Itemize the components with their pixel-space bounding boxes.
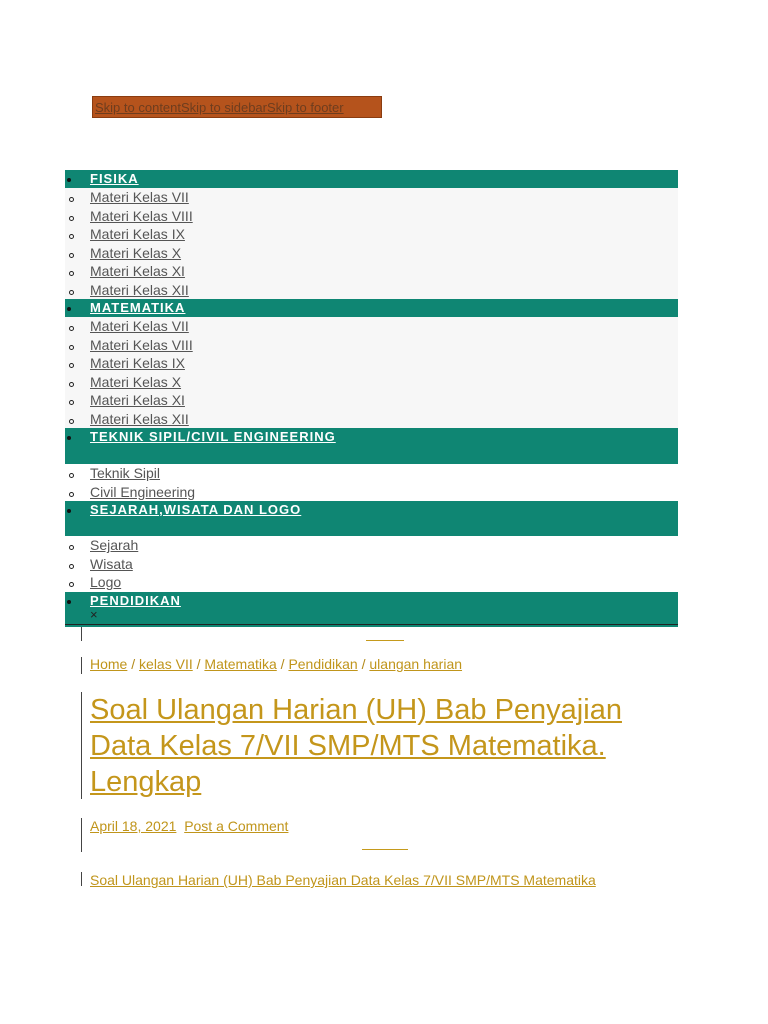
- menu-item-link[interactable]: Materi Kelas XII: [90, 410, 189, 427]
- post-date-link[interactable]: April 18, 2021: [90, 818, 177, 834]
- menu-item[interactable]: [65, 391, 678, 410]
- menu-item[interactable]: [65, 555, 678, 574]
- menu-category-matematika[interactable]: [65, 299, 678, 317]
- menu-item-link[interactable]: Materi Kelas VIII: [90, 207, 193, 224]
- menu-category-label[interactable]: PENDIDIKAN: [90, 592, 181, 608]
- menu-item-link[interactable]: Teknik Sipil: [90, 465, 161, 481]
- submenu-sejarah: [65, 536, 678, 592]
- submenu-fisika: [65, 188, 678, 299]
- menu-item[interactable]: [65, 573, 678, 592]
- menu-item[interactable]: [65, 244, 678, 263]
- skip-links-bar: [92, 96, 382, 118]
- left-border: [81, 627, 82, 641]
- menu-item-link[interactable]: Wisata: [90, 555, 133, 572]
- menu-item-link[interactable]: Materi Kelas X: [90, 373, 182, 390]
- breadcrumb-pendidikan[interactable]: Pendidikan: [288, 656, 358, 672]
- menu-category-sejarah[interactable]: [65, 501, 678, 536]
- left-border: [81, 657, 82, 674]
- menu-category-label[interactable]: MATEMATIKA: [90, 300, 186, 315]
- menu-item[interactable]: [65, 188, 678, 207]
- menu-item-link[interactable]: Materi Kelas XI: [90, 263, 185, 279]
- menu-item[interactable]: [65, 464, 678, 483]
- menu-item-link[interactable]: Materi Kelas IX: [90, 226, 185, 242]
- menu-item[interactable]: [65, 317, 678, 336]
- breadcrumb-separator: /: [127, 656, 140, 672]
- breadcrumb: [90, 656, 462, 672]
- breadcrumb-matematika[interactable]: Matematika: [204, 656, 277, 672]
- menu-item-link[interactable]: Materi Kelas X: [90, 244, 182, 261]
- menu-item-link[interactable]: Materi Kelas VII: [90, 189, 189, 205]
- menu-item[interactable]: [65, 483, 678, 502]
- breadcrumb-separator: /: [192, 656, 205, 672]
- skip-to-footer-link[interactable]: Skip to footer: [267, 99, 344, 115]
- menu-item-link[interactable]: Logo: [90, 574, 122, 590]
- menu-category-fisika[interactable]: [65, 170, 678, 188]
- breadcrumb-separator: /: [276, 656, 289, 672]
- breadcrumb-kelas-vii[interactable]: kelas VII: [139, 656, 193, 672]
- menu-category-label[interactable]: SEJARAH,WISATA DAN LOGO: [90, 502, 302, 517]
- post-excerpt-link[interactable]: Soal Ulangan Harian (UH) Bab Penyajian Data Kelas 7/VII SMP/MTS Matematika: [90, 872, 596, 888]
- menu-item-link[interactable]: Civil Engineering: [90, 483, 196, 500]
- skip-to-sidebar-link[interactable]: Skip to sidebar: [181, 99, 267, 115]
- separator-line: [366, 640, 404, 641]
- breadcrumb-ulangan-harian[interactable]: ulangan harian: [369, 656, 463, 672]
- separator-line: [362, 849, 408, 850]
- post-excerpt: [90, 872, 596, 888]
- post-comment-link[interactable]: Post a Comment: [184, 818, 289, 834]
- left-border: [81, 818, 82, 852]
- menu-item[interactable]: [65, 207, 678, 226]
- menu-item-link[interactable]: Materi Kelas VIII: [90, 336, 193, 353]
- submenu-matematika: [65, 317, 678, 428]
- main-menu: [65, 170, 678, 627]
- menu-item[interactable]: [65, 354, 678, 373]
- menu-category-label[interactable]: FISIKA: [90, 171, 139, 186]
- menu-item[interactable]: [65, 281, 678, 300]
- breadcrumb-separator: /: [357, 656, 370, 672]
- post-title-link[interactable]: Soal Ulangan Harian (UH) Bab Penyajian Data Kelas 7/VII SMP/MTS Matematika. Lengkap: [90, 694, 622, 798]
- breadcrumb-home[interactable]: Home: [90, 656, 128, 672]
- menu-item[interactable]: [65, 536, 678, 555]
- menu-category-teknik-sipil[interactable]: [65, 428, 678, 464]
- menu-item-link[interactable]: Materi Kelas IX: [90, 355, 185, 371]
- menu-item[interactable]: [65, 336, 678, 355]
- menu-item[interactable]: [65, 410, 678, 429]
- menu-item-link[interactable]: Materi Kelas VII: [90, 318, 189, 334]
- skip-to-content-link[interactable]: Skip to content: [95, 99, 181, 115]
- menu-item[interactable]: [65, 262, 678, 281]
- menu-category-label[interactable]: TEKNIK SIPIL/CIVIL ENGINEERING: [90, 429, 336, 444]
- post-meta: [90, 818, 288, 834]
- menu-item-link[interactable]: Sejarah: [90, 537, 139, 553]
- menu-item-link[interactable]: Materi Kelas XI: [90, 392, 185, 408]
- submenu-teknik-sipil: [65, 464, 678, 501]
- post-title: [90, 692, 690, 800]
- left-border: [81, 872, 82, 886]
- menu-item[interactable]: [65, 373, 678, 392]
- menu-category-pendidikan[interactable]: [65, 592, 678, 627]
- left-border: [81, 692, 82, 799]
- menu-item[interactable]: [65, 225, 678, 244]
- menu-divider: [65, 624, 678, 625]
- menu-item-link[interactable]: Materi Kelas XII: [90, 281, 189, 298]
- close-icon[interactable]: ×: [90, 607, 98, 622]
